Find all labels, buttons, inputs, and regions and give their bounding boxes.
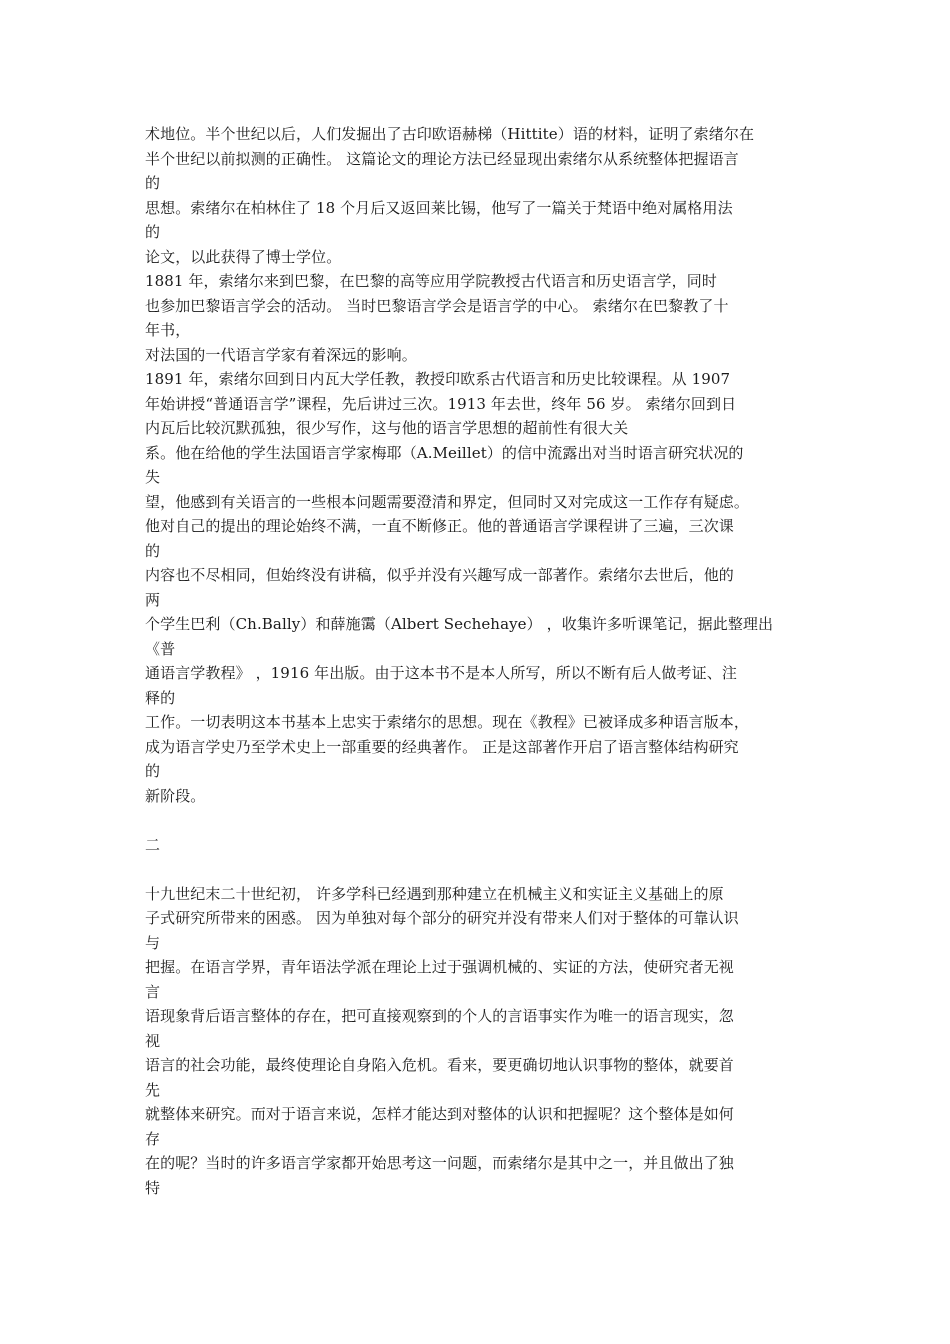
paragraph: [145, 882, 815, 1201]
blank-line: [145, 808, 815, 833]
text-line: 《普: [145, 639, 176, 658]
text-line: 工作。一切表明这本书基本上忠实于索绪尔的思想。现在《教程》已被译成多种语言版本，: [145, 713, 750, 731]
text-line: 术地位。半个世纪以后，人们发掘出了古印欧语赫梯（Hittite）语的材料，证明了索绪尔在: [145, 125, 755, 143]
text-line: 个学生巴利（Ch.Bally）和薛施霭（Albert Sechehaye） ，收集许多听课笔记，据此整理出: [145, 615, 774, 633]
paragraph: [145, 269, 815, 367]
text-line: 望，他感到有关语言的一些根本问题需要澄清和界定，但同时又对完成这一工作存有疑虑。: [145, 492, 750, 511]
text-line: 特: [145, 1178, 161, 1197]
blank-line: [145, 857, 815, 882]
text-line: 子式研究所带来的困惑。 因为单独对每个部分的研究并没有带来人们对于整体的可靠认识: [145, 909, 739, 927]
text-line: 年始讲授“普通语言学”课程，先后讲过三次。1913 年去世，终年 56 岁。 索绪尔回到日: [145, 394, 737, 413]
text-line: 在的呢？当时的许多语言学家都开始思考这一问题，而索绪尔是其中之一，并且做出了独: [145, 1154, 734, 1172]
text-line: 1881 年，索绪尔来到巴黎，在巴黎的高等应用学院教授古代语言和历史语言学，同时: [145, 272, 717, 290]
text-line: 言: [145, 982, 161, 1001]
text-line: 先: [145, 1080, 161, 1099]
text-line: 也参加巴黎语言学会的活动。 当时巴黎语言学会是语言学的中心。 索绪尔在巴黎教了十: [145, 296, 729, 315]
text-line: 就整体来研究。而对于语言来说，怎样才能达到对整体的认识和把握呢？这个整体是如何: [145, 1105, 734, 1123]
text-line: 存: [145, 1129, 161, 1148]
paragraph: [145, 367, 815, 808]
text-line: 的: [145, 541, 161, 560]
text-line: 视: [145, 1031, 161, 1050]
text-line: 半个世纪以前拟测的正确性。 这篇论文的理论方法已经显现出索绪尔从系统整体把握语言: [145, 149, 739, 168]
text-line: 论文，以此获得了博士学位。: [145, 247, 342, 266]
text-line: 与: [145, 933, 161, 952]
text-line: 他对自己的提出的理论始终不满，一直不断修正。他的普通语言学课程讲了三遍，三次课: [145, 517, 734, 535]
text-line: 失: [145, 468, 161, 486]
text-line: 新阶段。: [145, 786, 206, 805]
text-line: 两: [145, 590, 161, 609]
text-line: 内瓦后比较沉默孤独，很少写作，这与他的语言学思想的超前性有很大关: [145, 419, 629, 437]
text-line: 内容也不尽相同，但始终没有讲稿，似乎并没有兴趣写成一部著作。索绪尔去世后，他的: [145, 566, 734, 584]
text-line: 把握。在语言学界，青年语法学派在理论上过于强调机械的、实证的方法，使研究者无视: [145, 958, 734, 976]
document-body: [145, 122, 815, 1200]
text-line: 通语言学教程》 ，1916 年出版。由于这本书不是本人所写，所以不断有后人做考证、注: [145, 664, 737, 682]
text-line: 的: [145, 223, 161, 241]
text-line: 1891 年，索绪尔回到日内瓦大学任教，教授印欧系古代语言和历史比较课程。从 1907: [145, 370, 731, 388]
text-line: 释的: [145, 688, 176, 707]
text-line: 成为语言学史乃至学术史上一部重要的经典著作。 正是这部著作开启了语言整体结构研究: [145, 737, 739, 756]
text-line: 语现象背后语言整体的存在，把可直接观察到的个人的言语事实作为唯一的语言现实，忽: [145, 1007, 734, 1025]
text-line: 语言的社会功能，最终使理论自身陷入危机。看来，要更确切地认识事物的整体，就要首: [145, 1056, 734, 1074]
section-heading: 二: [145, 835, 161, 854]
text-line: 对法国的一代语言学家有着深远的影响。: [145, 345, 417, 364]
text-line: 系。他在给他的学生法国语言学家梅耶（A.Meillet）的信中流露出对当时语言研究状况的: [145, 443, 744, 462]
text-line: 的: [145, 762, 161, 780]
text-line: 思想。索绪尔在柏林住了 18 个月后又返回莱比锡，他写了一篇关于梵语中绝对属格用法: [145, 198, 733, 217]
text-line: 的: [145, 174, 161, 192]
paragraph: [145, 122, 815, 269]
text-line: 十九世纪末二十世纪初， 许多学科已经遇到那种建立在机械主义和实证主义基础上的原: [145, 884, 724, 903]
text-line: 年书，: [145, 321, 191, 339]
